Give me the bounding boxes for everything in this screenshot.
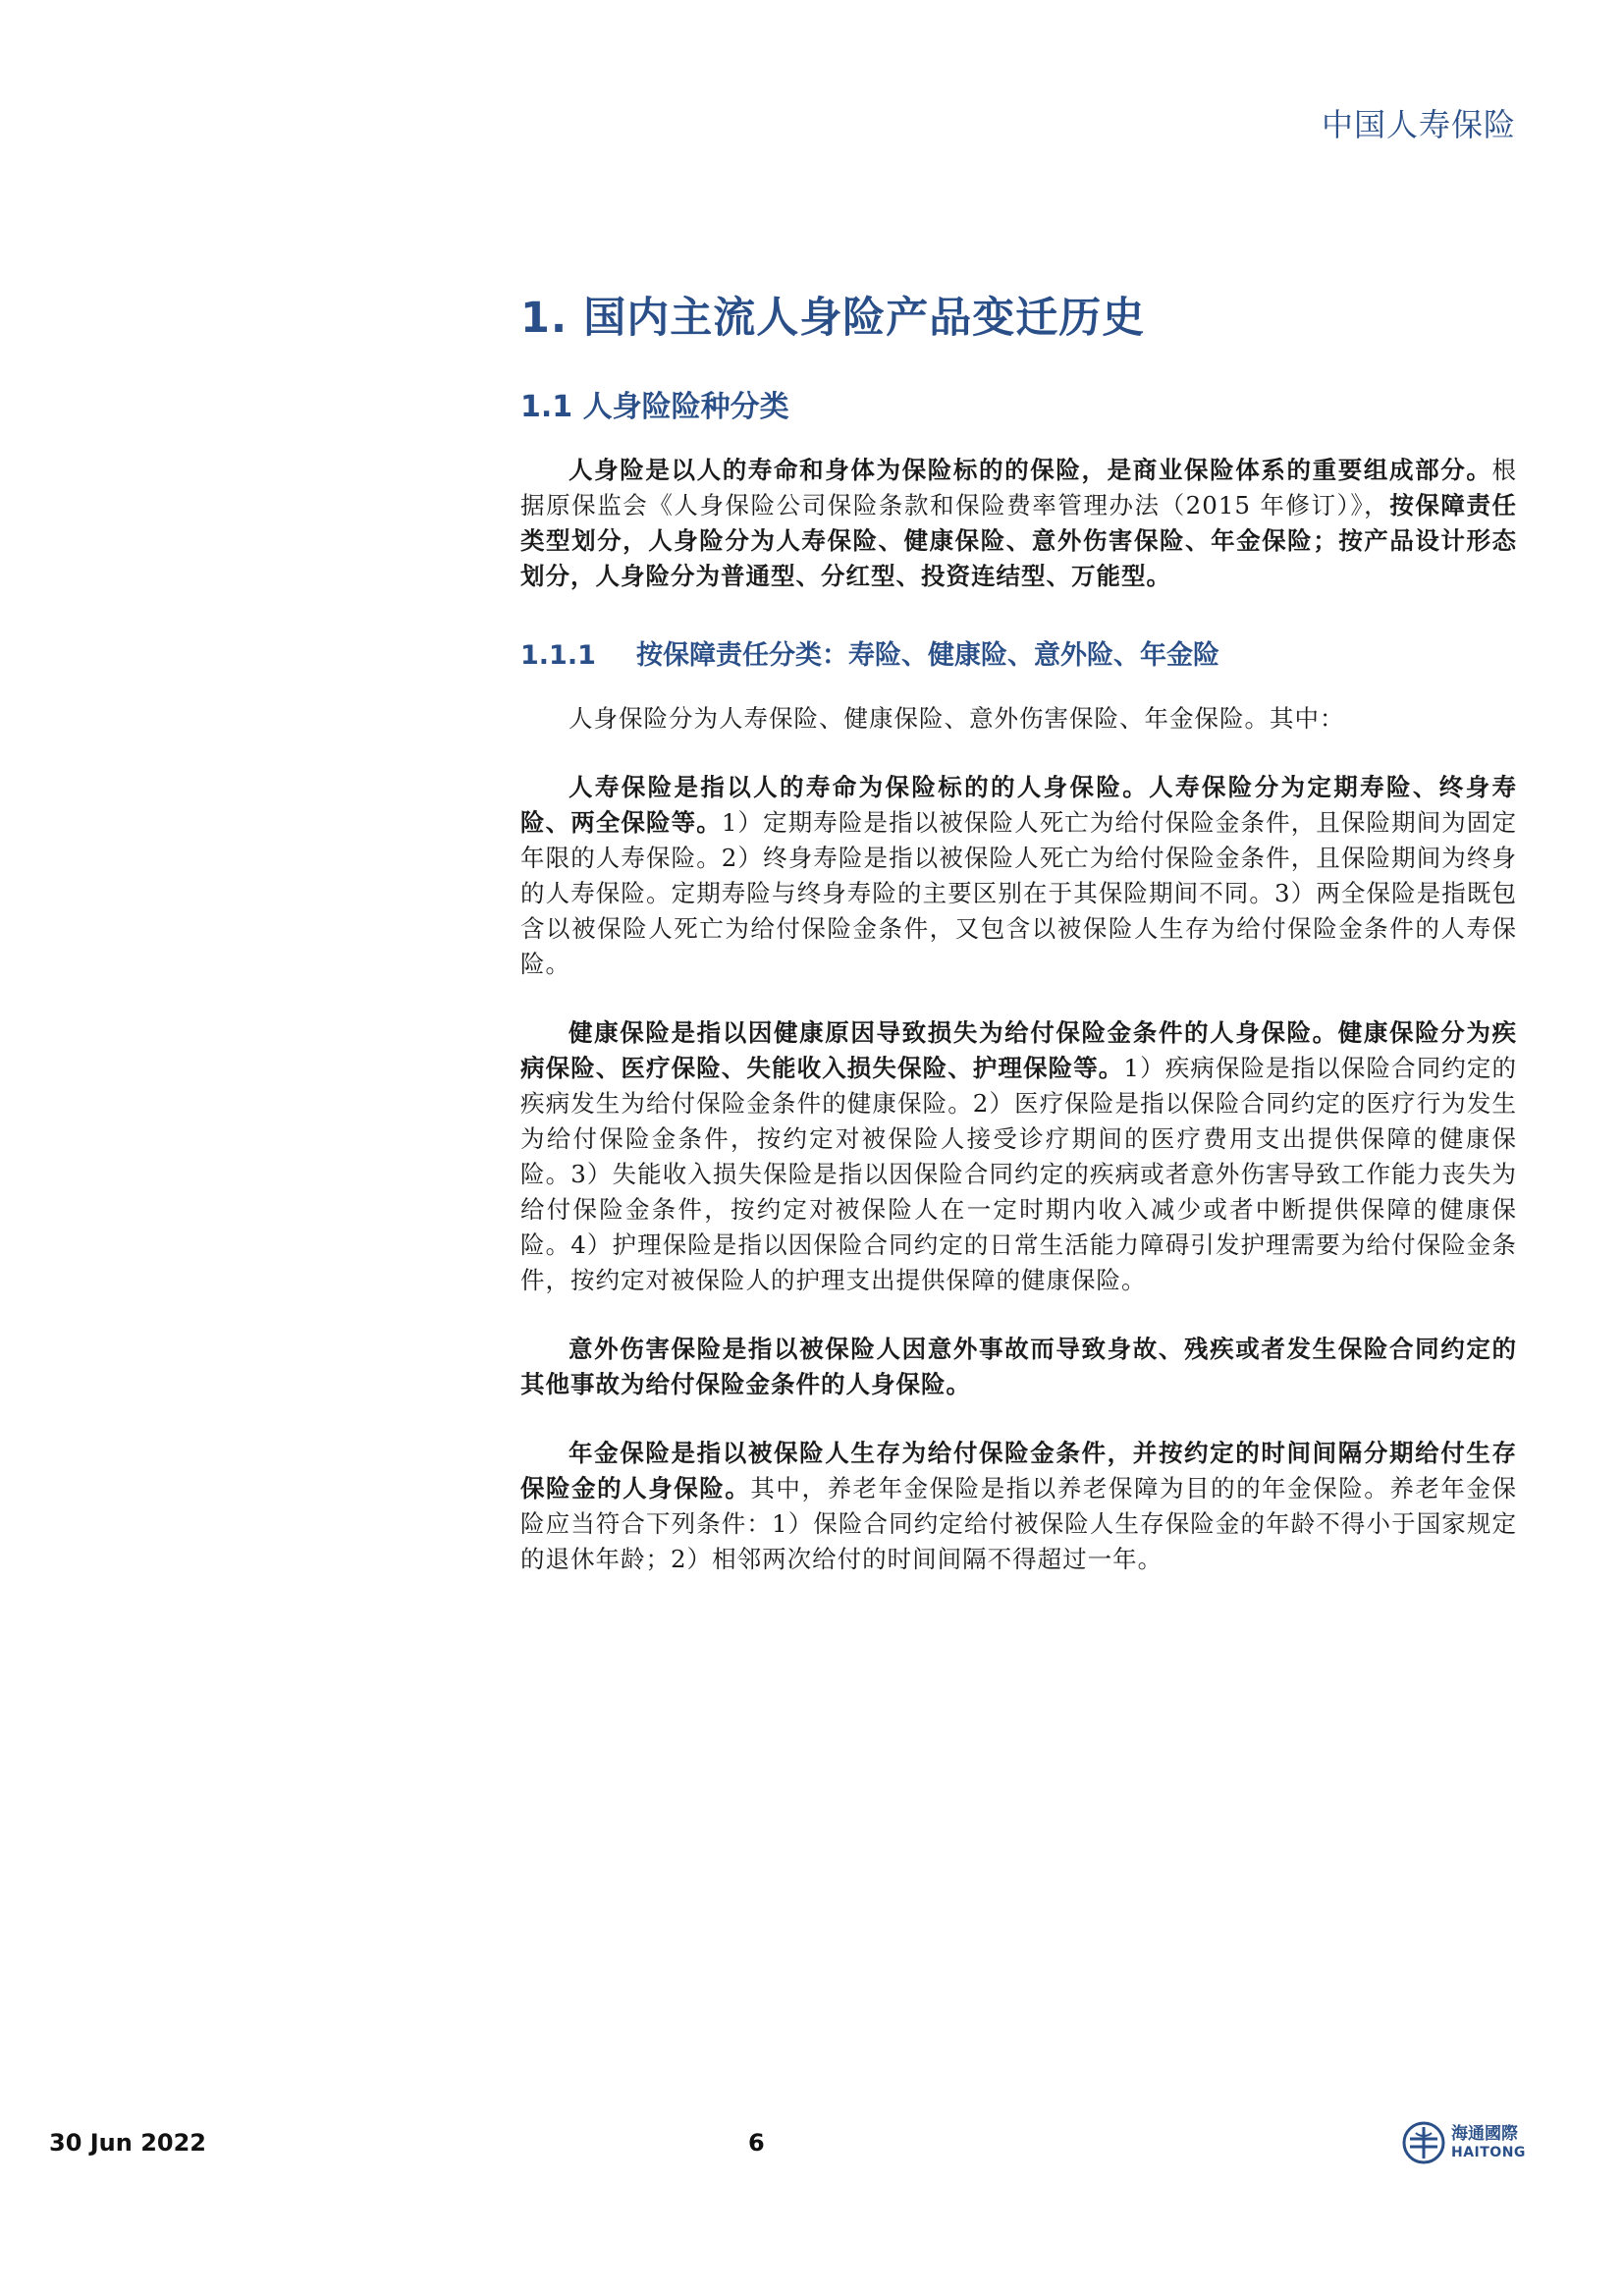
logo-chinese-name: 海通國際: [1451, 2124, 1518, 2144]
haitong-logo: [1402, 2121, 1526, 2164]
paragraph-annuity-insurance: [520, 1436, 1517, 1577]
header-title: 中国人寿保险: [1321, 106, 1516, 143]
overview-text: 根据原保监会《人身保险公司保险条款和保险费率管理办法（2015 年修订）》，: [520, 456, 1517, 519]
section-1-1-heading: 1.1 人身险险种分类: [520, 390, 789, 424]
life-bold: 人寿保险是指以人的寿命为保险标的的人身保险。人寿保险分为定期寿险、终身寿险、两全保险等。: [520, 773, 1517, 837]
section-1-1-1-heading: [520, 633, 1517, 672]
annuity-bold: 年金保险是指以被保险人生存为给付保险金条件，并按约定的时间间隔分期给付生存保险金的人身保险。: [520, 1439, 1517, 1503]
paragraph-overview: [520, 453, 1517, 594]
annuity-text: 其中，养老年金保险是指以养老保障为目的的年金保险。养老年金保险应当符合下列条件：1）保险合同约定给付被保险人生存保险金的年龄不得小于国家规定的退休年龄；2）相邻两次给付的时间间隔不得超过一年。: [520, 1474, 1518, 1573]
section-1-heading: 1. 国内主流人身险产品变迁历史: [520, 294, 1146, 343]
overview-bold-2: 按保障责任类型划分，人身险分为人寿保险、健康保险、意外伤害保险、年金保险；按产品设计形态划分，人身险分为普通型、分红型、投资连结型、万能型。: [520, 491, 1518, 590]
life-text: 1）定期寿险是指以被保险人死亡为给付保险金条件，且保险期间为固定年限的人寿保险。2）终身寿险是指以被保险人死亡为给付保险金条件，且保险期间为终身的人寿保险。定期寿险与终身寿险的主要区别在于其保险期间不同。3）两全保险是指既包含以被保险人死亡为给付保险金条件，又包含以被保险人生存为给付保险金条件的人寿保险。: [520, 808, 1518, 978]
paragraph-health-insurance: [520, 1015, 1517, 1298]
main-content: [520, 285, 1517, 1611]
haitong-logo-icon: [1402, 2121, 1445, 2164]
paragraph-intro: 人身保险分为人寿保险、健康保险、意外伤害保险、年金保险。其中：: [568, 704, 1345, 733]
logo-english-name: HAITONG: [1451, 2145, 1526, 2160]
accident-bold: 意外伤害保险是指以被保险人因意外事故而导致身故、残疾或者发生保险合同约定的其他事故为给付保险金条件的人身保险。: [520, 1335, 1517, 1398]
section-number: 1.1.1: [520, 640, 596, 671]
section-title: 按保障责任分类：寿险、健康险、意外险、年金险: [636, 640, 1219, 671]
page-number: 6: [748, 2129, 765, 2157]
overview-bold: 人身险是以人的寿命和身体为保险标的的保险，是商业保险体系的重要组成部分。: [568, 456, 1492, 484]
paragraph-accident-insurance: [520, 1332, 1517, 1402]
paragraph-life-insurance: [520, 770, 1517, 982]
health-text: 1）疾病保险是指以保险合同约定的疾病发生为给付保险金条件的健康保险。2）医疗保险是指以保险合同约定的医疗行为发生为给付保险金条件，按约定对被保险人接受诊疗期间的医疗费用支出提供保障的健康保险。3）失能收入损失保险是指以因保险合同约定的疾病或者意外伤害导致工作能力丧失为给付保险金条件，按约定对被保险人在一定时期内收入减少或者中断提供保障的健康保险。4）护理保险是指以因保险合同约定的日常生活能力障碍引发护理需要为给付保险金条件，按约定对被保险人的护理支出提供保障的健康保险。: [520, 1054, 1517, 1294]
health-bold: 健康保险是指以因健康原因导致损失为给付保险金条件的人身保险。健康保险分为疾病保险、医疗保险、失能收入损失保险、护理保险等。: [520, 1018, 1517, 1082]
footer-date: 30 Jun 2022: [49, 2129, 207, 2157]
